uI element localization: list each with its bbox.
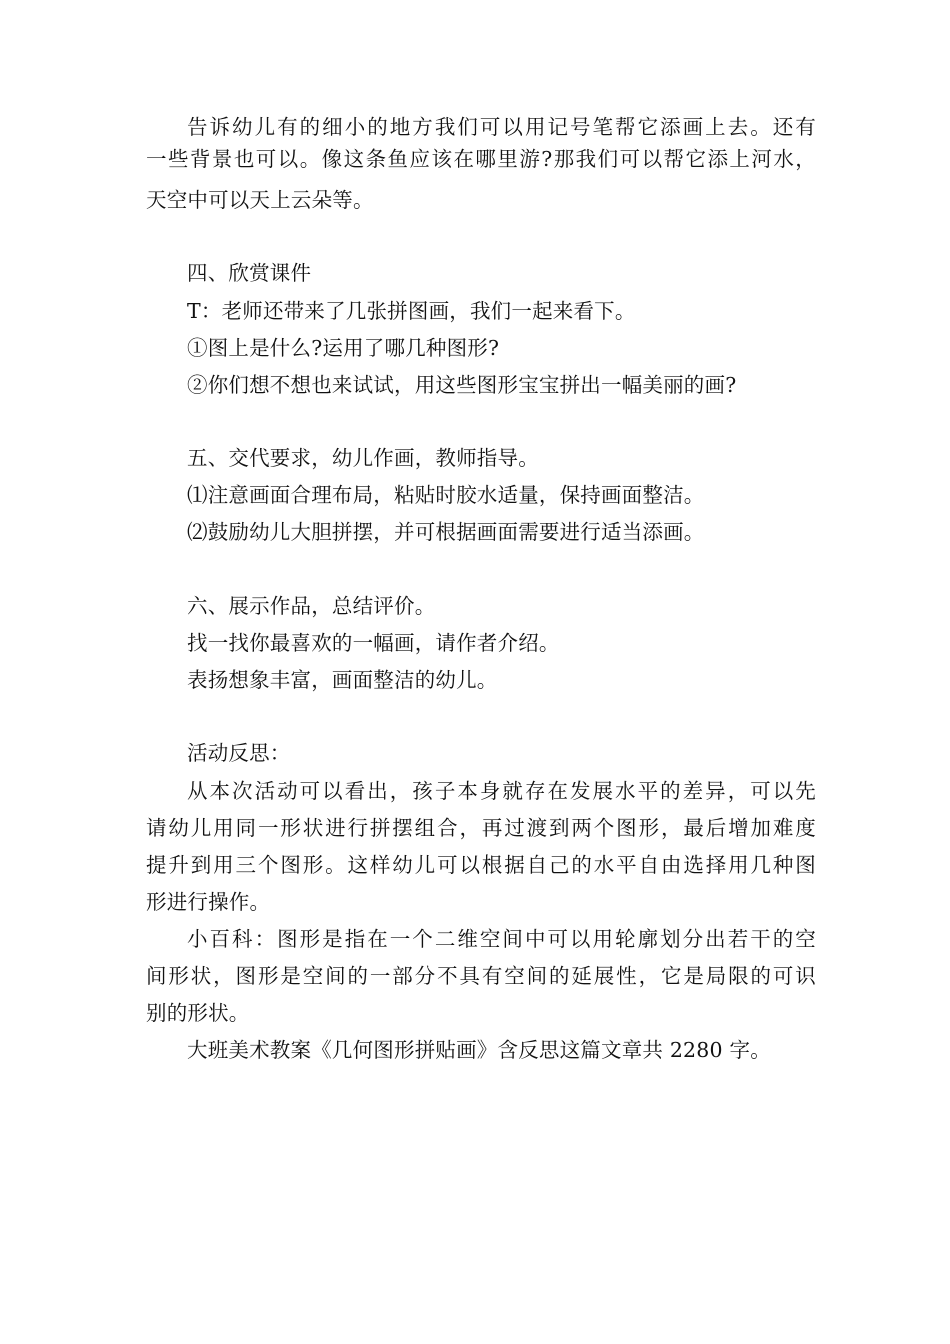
section6-line-1: 找一找你最喜欢的一幅画，请作者介绍。 xyxy=(187,631,560,655)
encyclopedia-line-3: 别的形状。 xyxy=(146,1001,250,1025)
reflection-line-3: 提升到用三个图形。这样幼儿可以根据自己的水平自由选择用几种图 xyxy=(146,853,816,877)
intro-line-2: 一些背景也可以。像这条鱼应该在哪里游?那我们可以帮它添上河水， xyxy=(146,147,816,171)
section4-line-2: ①图上是什么?运用了哪几种图形? xyxy=(187,336,500,360)
encyclopedia-line-1: 小百科：图形是指在一个二维空间中可以用轮廓划分出若干的空 xyxy=(187,927,816,951)
section6-heading: 六、展示作品，总结评价。 xyxy=(187,594,436,618)
reflection-heading: 活动反思： xyxy=(187,741,291,765)
footer-note: 大班美术教案《几何图形拼贴画》含反思这篇文章共 2280 字。 xyxy=(187,1038,771,1062)
section5-line-1: ⑴注意画面合理布局，粘贴时胶水适量，保持画面整洁。 xyxy=(187,483,705,507)
reflection-line-2: 请幼儿用同一形状进行拼摆组合，再过渡到两个图形，最后增加难度 xyxy=(146,816,816,840)
section4-line-1: T：老师还带来了几张拼图画，我们一起来看下。 xyxy=(187,299,636,323)
section5-line-2: ⑵鼓励幼儿大胆拼摆，并可根据画面需要进行适当添画。 xyxy=(187,520,705,544)
intro-line-3: 天空中可以天上云朵等。 xyxy=(146,188,374,212)
section5-heading: 五、交代要求，幼儿作画，教师指导。 xyxy=(187,446,539,470)
section4-heading: 四、欣赏课件 xyxy=(187,261,312,285)
intro-line-1: 告诉幼儿有的细小的地方我们可以用记号笔帮它添画上去。还有 xyxy=(187,115,816,139)
reflection-line-1: 从本次活动可以看出，孩子本身就存在发展水平的差异，可以先 xyxy=(187,779,816,803)
reflection-line-4: 形进行操作。 xyxy=(146,890,271,914)
encyclopedia-line-2: 间形状，图形是空间的一部分不具有空间的延展性，它是局限的可识 xyxy=(146,964,816,988)
section6-line-2: 表扬想象丰富，画面整洁的幼儿。 xyxy=(187,668,498,692)
section4-line-3: ②你们想不想也来试试，用这些图形宝宝拼出一幅美丽的画? xyxy=(187,373,737,397)
